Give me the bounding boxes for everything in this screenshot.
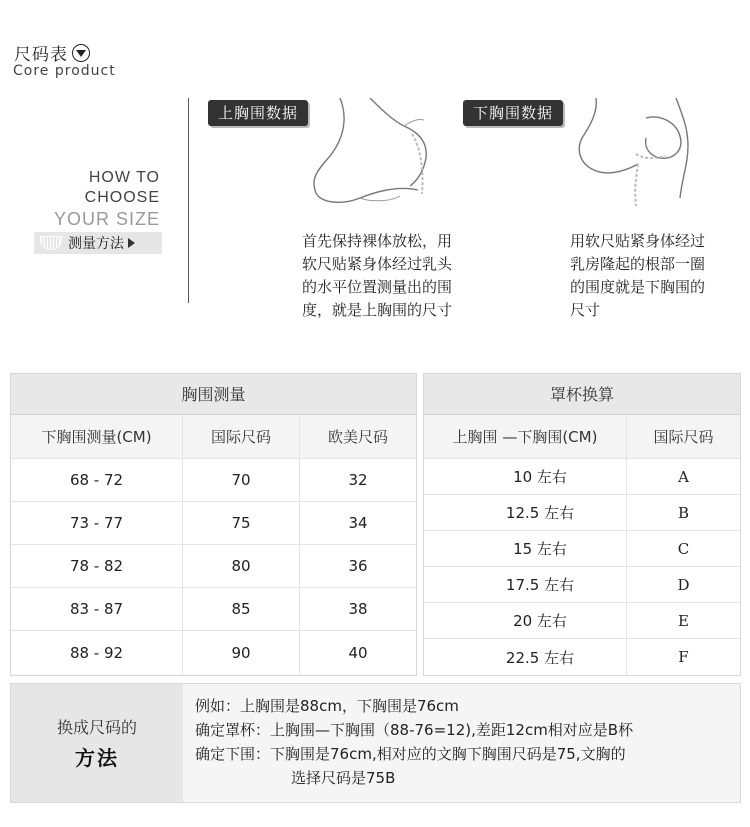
page-title bbox=[14, 40, 90, 65]
table-cell: 85 bbox=[183, 588, 300, 630]
measure-method-tag bbox=[34, 232, 162, 254]
howto-line-2: CHOOSE bbox=[84, 189, 160, 206]
table-row bbox=[424, 639, 740, 675]
table-cell: 22.5 左右 bbox=[424, 639, 627, 675]
howto-line-1: HOW TO bbox=[88, 169, 160, 186]
column-header: 上胸围 —下胸围(CM) bbox=[424, 415, 627, 458]
table-cell: 75 bbox=[183, 502, 300, 544]
method-line: 确定罩杯：上胸围—下胸围（88-76=12),差距12cm相对应是B杯 bbox=[195, 721, 634, 739]
divider bbox=[188, 98, 189, 303]
upper-desc-line: 的水平位置测量出的围 bbox=[302, 278, 453, 296]
table-cell: 36 bbox=[348, 557, 368, 575]
table-cell: 73 - 77 bbox=[11, 502, 183, 544]
lower-desc-line: 乳房隆起的根部一圈 bbox=[570, 255, 706, 273]
howto-line-3: YOUR SIZE bbox=[53, 209, 160, 229]
table-cell: 34 bbox=[348, 514, 368, 532]
table-cell: 32 bbox=[348, 471, 368, 489]
cup-table-title: 罩杯换算 bbox=[424, 374, 740, 415]
method-line: 例如：上胸围是88cm，下胸围是76cm bbox=[195, 697, 459, 715]
method-label-panel bbox=[11, 684, 183, 802]
page-subtitle: Core product bbox=[13, 63, 116, 79]
how-to-choose-heading bbox=[54, 168, 160, 230]
bust-measurement-table bbox=[10, 373, 417, 676]
upper-desc-line: 软尺贴紧身体经过乳头 bbox=[302, 255, 453, 273]
lower-bust-badge: 下胸围数据 bbox=[463, 100, 563, 126]
lower-bust-description bbox=[570, 230, 705, 322]
method-label-line-2: 方法 bbox=[75, 746, 119, 770]
table-cell: 90 bbox=[183, 631, 300, 674]
table-cell: 15 左右 bbox=[424, 531, 627, 566]
table-header-row bbox=[424, 415, 740, 459]
upper-bust-illustration bbox=[300, 98, 450, 208]
table-cell: B bbox=[677, 503, 690, 522]
upper-bust-description bbox=[302, 230, 452, 322]
table-row bbox=[11, 631, 416, 674]
column-header: 国际尺码 bbox=[653, 428, 714, 446]
table-row bbox=[11, 502, 416, 545]
play-arrow-icon bbox=[128, 238, 135, 248]
lower-desc-line: 用软尺贴紧身体经过 bbox=[570, 232, 706, 250]
table-cell: 20 左右 bbox=[424, 603, 627, 638]
table-cell: 12.5 左右 bbox=[424, 495, 627, 530]
method-line: 确定下围：下胸围是76cm,相对应的文胸下胸围尺码是75,文胸的 bbox=[195, 745, 626, 763]
table-cell: 40 bbox=[348, 643, 368, 662]
table-row bbox=[11, 545, 416, 588]
table-cell: F bbox=[678, 648, 689, 666]
table-cell: 38 bbox=[348, 600, 368, 618]
table-row bbox=[424, 531, 740, 567]
bust-table-title: 胸围测量 bbox=[11, 374, 416, 415]
table-cell: D bbox=[677, 575, 690, 594]
table-cell: A bbox=[678, 467, 689, 486]
table-cell: 10 左右 bbox=[424, 459, 627, 494]
table-cell: C bbox=[677, 539, 690, 558]
method-line: 选择尺码是75B bbox=[291, 769, 396, 787]
measure-method-label: 测量方法 bbox=[68, 236, 124, 252]
upper-bust-badge: 上胸围数据 bbox=[208, 100, 308, 126]
cup-conversion-table bbox=[423, 373, 741, 676]
table-cell: 88 - 92 bbox=[11, 631, 183, 674]
table-cell: 68 - 72 bbox=[11, 459, 183, 501]
upper-desc-line: 度，就是上胸围的尺寸 bbox=[302, 301, 453, 319]
dropdown-arrow-icon[interactable] bbox=[72, 44, 90, 62]
table-row bbox=[424, 567, 740, 603]
table-row bbox=[424, 495, 740, 531]
table-cell: 83 - 87 bbox=[11, 588, 183, 630]
table-cell: 17.5 左右 bbox=[424, 567, 627, 602]
lower-bust-illustration bbox=[576, 98, 706, 208]
table-cell: 80 bbox=[183, 545, 300, 587]
column-header: 下胸围测量(CM) bbox=[11, 415, 183, 458]
table-row bbox=[11, 588, 416, 631]
table-header-row bbox=[11, 415, 416, 459]
method-label-line-1: 换成尺码的 bbox=[56, 718, 137, 737]
table-cell: E bbox=[678, 611, 689, 630]
table-row bbox=[11, 459, 416, 502]
table-cell: 70 bbox=[183, 459, 300, 501]
lower-desc-line: 尺寸 bbox=[570, 301, 601, 319]
size-conversion-method bbox=[10, 683, 741, 803]
lower-desc-line: 的围度就是下胸围的 bbox=[570, 278, 706, 296]
upper-desc-line: 首先保持裸体放松，用 bbox=[302, 232, 453, 250]
table-cell: 78 - 82 bbox=[11, 545, 183, 587]
column-header: 国际尺码 bbox=[183, 415, 300, 458]
column-header: 欧美尺码 bbox=[327, 428, 388, 446]
page-title-text: 尺码表 bbox=[14, 45, 68, 65]
cup-icon bbox=[40, 236, 62, 250]
table-row bbox=[424, 459, 740, 495]
method-explanation bbox=[183, 684, 740, 802]
table-row bbox=[424, 603, 740, 639]
